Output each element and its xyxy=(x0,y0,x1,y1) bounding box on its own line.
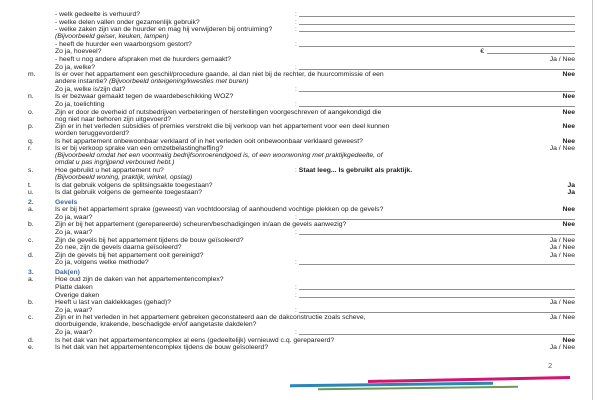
answer-cell xyxy=(295,41,575,48)
question-text xyxy=(55,221,395,228)
answer-colon: : xyxy=(295,306,297,314)
question-row xyxy=(28,344,575,351)
question-text xyxy=(55,123,395,137)
answer-value: Ja / Nee xyxy=(549,145,575,153)
question-row xyxy=(28,214,575,221)
answer-cell xyxy=(559,182,575,189)
question-row xyxy=(28,11,575,18)
question-label: - welk gedeelte is verhuurd? xyxy=(55,11,141,18)
answer-blank-line xyxy=(487,48,575,54)
question-label: - heeft de huurder een waarborgsom gestort? xyxy=(55,40,192,48)
scan-edge-line xyxy=(592,0,593,400)
question-note: (Bijvoorbeeld omdat het een voormalig bedrijfsonroerendgoed is, of een woonwoning met praktijkgedeelte, of omdat u pas ingrijpend verbouwd hebt.) xyxy=(55,152,383,167)
question-text xyxy=(55,284,295,291)
answer-blank-line xyxy=(299,86,575,92)
question-text xyxy=(55,337,395,344)
question-text xyxy=(55,229,295,236)
question-text xyxy=(55,48,295,55)
question-row xyxy=(28,93,575,100)
question-label: Is er bij het appartement sprake (geweest) van vochtdoorslag of aanhoudend vochtige plekken op de gevels? xyxy=(55,206,384,214)
item-marker: t. xyxy=(28,181,32,189)
answer-value: Ja / Nee xyxy=(549,299,575,307)
answer-blank-line xyxy=(299,41,575,47)
question-row xyxy=(28,64,575,71)
question-text xyxy=(55,329,295,336)
item-marker: c. xyxy=(28,236,34,244)
answer-colon: : xyxy=(295,166,297,174)
question-row xyxy=(28,138,575,145)
answer-blank-line xyxy=(299,307,575,313)
question-label: Overige daken xyxy=(55,291,100,299)
answer-colon: : xyxy=(295,11,297,18)
question-text xyxy=(55,206,395,213)
question-text xyxy=(55,93,395,100)
answer-cell xyxy=(555,123,575,130)
question-text xyxy=(55,252,395,259)
question-label: Zo ja, welke? xyxy=(55,63,96,71)
page-number: 2 xyxy=(548,361,553,370)
question-label: Zo ja, hoeveel? xyxy=(55,48,102,56)
question-label: Platte daken xyxy=(55,284,93,292)
answer-value: Ja / Nee xyxy=(549,236,575,244)
answer-cell xyxy=(542,314,575,321)
question-row xyxy=(28,101,575,108)
answer-blank-line xyxy=(299,229,575,235)
item-marker: d. xyxy=(28,251,34,259)
question-label: Zijn de gevels bij het appartement tijdens de bouw geïsoleerd? xyxy=(55,236,244,244)
question-text xyxy=(55,189,395,196)
answer-cell xyxy=(555,138,575,145)
question-label: Is het appartement onbewoonbaar verklaard of in het verleden ooit onbewoonbaar verklaard geweest? xyxy=(55,137,363,145)
question-label: Hoe oud zijn de daken van het appartementencomplex? xyxy=(55,276,224,284)
answer-blank-line xyxy=(299,101,575,107)
answer-value: Ja / Nee xyxy=(549,314,575,322)
answer-cell xyxy=(542,252,575,259)
question-row xyxy=(28,229,575,236)
question-label: Zijn er in het verleden subsidies of premies verstrekt die bij verkoop van het appartement voor een deel kunnen worden teruggevorderd? xyxy=(55,123,390,138)
question-row xyxy=(28,48,575,55)
question-text xyxy=(55,292,295,299)
question-text xyxy=(55,26,295,40)
question-label: Zo ja, waar? xyxy=(55,306,93,314)
answer-blank-line xyxy=(299,214,575,220)
question-label: Is er bij verkoop sprake van een omzetbelastingheffing? xyxy=(55,145,224,153)
item-marker: u. xyxy=(28,189,34,197)
answer-cell xyxy=(295,19,575,26)
answer-cell xyxy=(295,167,575,174)
answer-colon: : xyxy=(295,213,297,221)
answer-cell xyxy=(295,292,575,299)
question-label: Zijn er bij het appartement (gerepareerde) scheuren/beschadigingen in/aan de gevels aanwezig? xyxy=(55,221,347,229)
answer-colon: : xyxy=(295,228,297,236)
answer-blank-line xyxy=(299,292,575,298)
item-marker: c. xyxy=(28,314,34,322)
question-row xyxy=(28,292,575,299)
section-number: 2. xyxy=(28,198,34,206)
answer-colon: : xyxy=(295,18,297,26)
question-text xyxy=(55,41,295,48)
section-number: 3. xyxy=(28,268,34,276)
item-marker: d. xyxy=(28,336,34,344)
question-row xyxy=(28,299,575,306)
question-text xyxy=(55,138,395,145)
question-label: Zo ja, waar? xyxy=(55,228,93,236)
answer-value: Ja xyxy=(567,181,575,189)
answer-cell xyxy=(295,48,575,55)
question-note: (Bijvoorbeeld onteigening/kwesties met buren) xyxy=(109,78,249,86)
question-row xyxy=(28,56,575,63)
question-label: Heeft u last van daklekkages (gehad)? xyxy=(55,299,171,307)
answer-blank-line xyxy=(299,64,575,70)
item-marker: e. xyxy=(28,344,34,352)
answer-cell xyxy=(295,64,575,71)
answer-cell xyxy=(295,101,575,108)
question-label: - welke delen vallen onder gezamenlijk gebruik? xyxy=(55,18,200,26)
question-label: Zo ja, waar? xyxy=(55,329,93,336)
question-row xyxy=(28,182,575,189)
item-marker: b. xyxy=(28,299,34,307)
answer-value: Ja / Nee xyxy=(549,55,575,63)
question-label: Zijn de gevels bij het appartement ooit gereinigd? xyxy=(55,251,204,259)
answer-blank-line xyxy=(299,259,575,265)
question-text xyxy=(55,237,395,244)
answer-cell xyxy=(555,71,575,78)
item-marker: a. xyxy=(28,276,34,284)
question-text xyxy=(55,182,395,189)
question-text xyxy=(55,145,395,166)
answer-cell xyxy=(295,284,575,291)
question-row xyxy=(28,145,575,166)
question-text xyxy=(55,214,295,221)
answer-colon: : xyxy=(295,291,297,299)
answer-value: Nee xyxy=(562,123,575,131)
euro-sign: € xyxy=(480,48,484,56)
question-label: - welke zaken zijn van de huurder en mag hij verwijderen bij ontruiming? xyxy=(55,26,273,34)
answer-blank-line xyxy=(299,26,575,32)
section-header xyxy=(28,269,575,276)
answer-blank-line xyxy=(299,11,575,17)
answer-value: Ja / Nee xyxy=(549,344,575,352)
answer-value: Nee xyxy=(562,206,575,214)
question-text xyxy=(55,86,295,93)
answer-value: Nee xyxy=(562,71,575,79)
question-label: Is er bezwaar gemaakt tegen de waardebeschikking WOZ? xyxy=(55,93,234,101)
question-row xyxy=(28,237,575,244)
question-text xyxy=(55,101,295,108)
item-marker: p. xyxy=(28,123,34,131)
question-text xyxy=(55,19,295,26)
question-row xyxy=(28,276,575,283)
question-label: Zijn er in het verleden in het appartement gebreken geconstateerd aan de dakconstructie zoals scheve, doorbuigende, krakende, beschadigde en/of aangetaste dakdelen? xyxy=(55,314,366,329)
answer-cell xyxy=(295,307,575,314)
question-label: Zo nee, zijn de gevels daarna geïsoleerd? xyxy=(55,244,182,252)
question-label: Zo ja, waar? xyxy=(55,213,93,221)
answer-cell xyxy=(559,189,575,196)
answer-filled-text: Staat leeg... Is gebruikt als praktijk. xyxy=(298,166,413,174)
question-row xyxy=(28,252,575,259)
answer-blank-line xyxy=(299,329,575,335)
question-row xyxy=(28,337,575,344)
answer-cell xyxy=(542,56,575,63)
answer-colon: : xyxy=(295,26,297,34)
item-marker: s. xyxy=(28,166,34,174)
section-title: Dak(en) xyxy=(55,268,80,276)
question-text xyxy=(55,64,295,71)
answer-cell xyxy=(295,11,575,18)
answer-value: Nee xyxy=(562,137,575,145)
answer-colon: : xyxy=(295,259,297,267)
answer-colon: : xyxy=(295,63,297,71)
answer-colon: : xyxy=(295,100,297,108)
question-text xyxy=(55,11,295,18)
answer-cell xyxy=(555,109,575,116)
answer-value: Ja / Nee xyxy=(549,251,575,259)
item-marker: a. xyxy=(28,206,34,214)
question-label: Is het dak van het appartementencomplex tijdens de bouw geïsoleerd? xyxy=(55,344,269,352)
answer-cell xyxy=(295,259,575,266)
section-header xyxy=(28,199,575,206)
question-row xyxy=(28,189,575,196)
question-row xyxy=(28,123,575,137)
answer-blank-line xyxy=(299,19,575,25)
question-text xyxy=(55,344,395,351)
question-row xyxy=(28,71,575,85)
answer-cell xyxy=(295,86,575,93)
item-marker: b. xyxy=(28,221,34,229)
question-label: Zijn er door de overheid of nutsbedrijven verbeteringen of herstellingen voorgeschreven of aangekondigd die nog niet naar behoren zijn uitgevoerd? xyxy=(55,108,382,123)
question-label: Is dat gebruik volgens de gemeente toegestaan? xyxy=(55,189,202,197)
question-row xyxy=(28,307,575,314)
question-text xyxy=(55,109,395,123)
answer-colon: : xyxy=(295,284,297,292)
question-row xyxy=(28,244,575,251)
question-row xyxy=(28,259,575,266)
question-row xyxy=(28,329,575,336)
answer-colon: : xyxy=(295,85,297,93)
item-marker: q. xyxy=(28,137,34,145)
question-row xyxy=(28,221,575,228)
question-row xyxy=(28,109,575,123)
answer-value: Nee xyxy=(562,336,575,344)
answer-value: Nee xyxy=(562,93,575,101)
answer-cell xyxy=(295,26,575,33)
question-row xyxy=(28,284,575,291)
answer-cell xyxy=(542,145,575,152)
item-marker: r. xyxy=(28,145,32,153)
question-note: (Bijvoorbeeld woning, praktijk, winkel, opslag) xyxy=(55,173,193,181)
answer-cell xyxy=(295,229,575,236)
question-text xyxy=(55,307,295,314)
answer-cell xyxy=(542,299,575,306)
question-row xyxy=(28,167,575,181)
question-text xyxy=(55,244,395,251)
question-label: Is het dak van het appartementencomplex al eens (gedeeltelijk) vernieuwd c.q. gerepareerd? xyxy=(55,336,335,344)
question-note: (Bijvoorbeeld geiser, keuken, lampen) xyxy=(55,33,169,41)
question-text xyxy=(55,314,395,328)
question-row xyxy=(28,41,575,48)
answer-value: Ja xyxy=(567,189,575,197)
question-row xyxy=(28,26,575,40)
answer-cell xyxy=(555,206,575,213)
question-text xyxy=(55,167,295,181)
question-row xyxy=(28,314,575,328)
item-marker: n. xyxy=(28,93,34,101)
question-label: Is dat gebruik volgens de splitsingsakte toegestaan? xyxy=(55,181,213,189)
question-row xyxy=(28,19,575,26)
answer-value: Ja / Nee xyxy=(549,244,575,252)
answer-colon: : xyxy=(295,40,297,48)
answer-blank-line xyxy=(299,284,575,290)
question-text xyxy=(55,299,395,306)
answer-cell xyxy=(555,221,575,228)
answer-cell xyxy=(542,244,575,251)
question-row xyxy=(28,86,575,93)
answer-cell xyxy=(542,237,575,244)
question-text xyxy=(55,259,295,266)
question-text xyxy=(55,56,395,63)
answer-colon: : xyxy=(295,329,297,336)
answer-cell xyxy=(295,329,575,336)
answer-cell xyxy=(542,344,575,351)
answer-cell xyxy=(555,337,575,344)
section-title: Gevels xyxy=(55,198,78,206)
item-marker: m. xyxy=(28,71,36,79)
question-label: Hoe gebruikt u het appartement nu? xyxy=(55,166,164,174)
question-label: Zo ja, welke is/zijn dat? xyxy=(55,85,126,93)
question-text xyxy=(55,276,395,283)
answer-cell xyxy=(295,214,575,221)
question-label: Zo ja, volgens welke methode? xyxy=(55,259,149,267)
answer-cell xyxy=(555,93,575,100)
question-row xyxy=(28,206,575,213)
question-label: Zo ja, toelichting xyxy=(55,100,105,108)
answer-value: Nee xyxy=(562,221,575,229)
question-label: Is er over het appartement een geschil/procedure gaande, al dan niet bij de rechter, de huurcommissie of een andere instantie? xyxy=(55,71,384,86)
item-marker: o. xyxy=(28,108,34,116)
question-label: - heeft u nog andere afspraken met de huurders gemaakt? xyxy=(55,55,232,63)
answer-value: Nee xyxy=(562,108,575,116)
question-text xyxy=(55,71,395,85)
